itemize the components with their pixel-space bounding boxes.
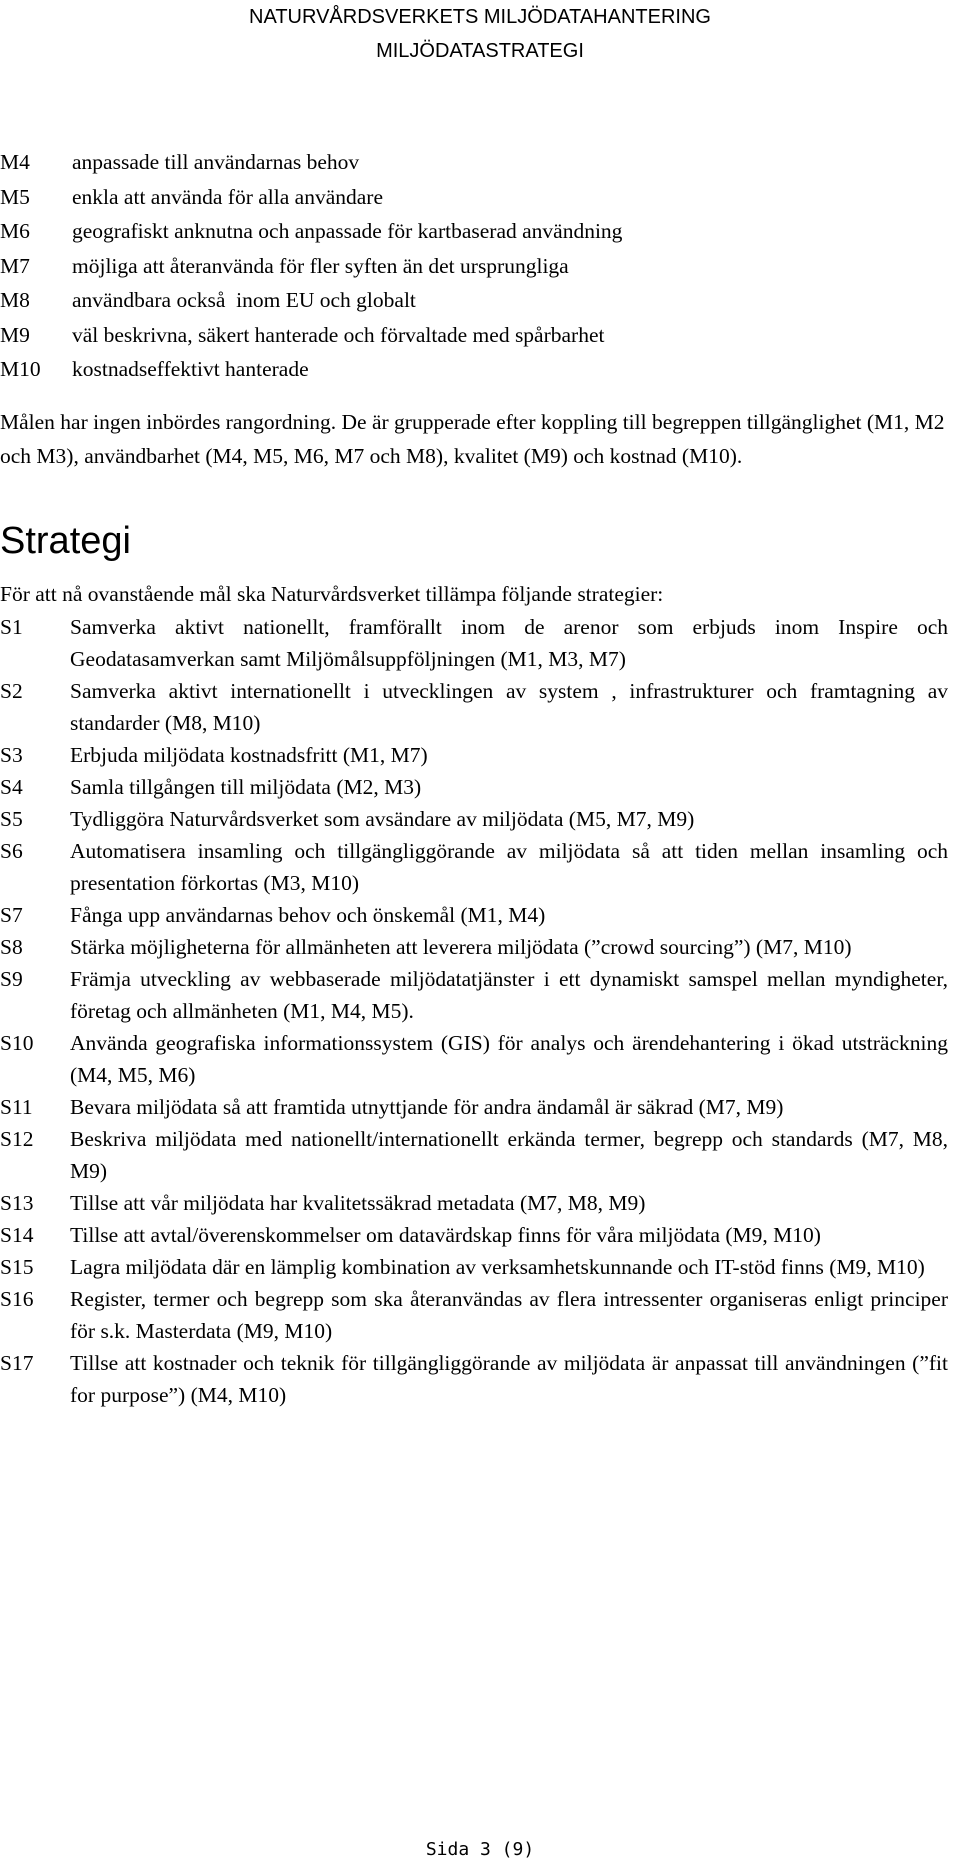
strategy-item [0,1091,948,1123]
goal-text: geografiskt anknutna och anpassade för kartbaserad användning [72,219,623,243]
strategy-item [0,803,948,835]
strategy-code: S1 [0,614,23,639]
goal-code: M10 [0,357,41,381]
goal-text: väl beskrivna, säkert hanterade och förvaltade med spårbarhet [72,322,605,347]
strategy-code: S2 [0,678,23,703]
goal-code: M4 [0,150,30,174]
goal-code: M6 [0,219,30,243]
strategy-list [0,611,948,1411]
goal-item [0,283,948,318]
strategy-text: Stärka möjligheterna för allmänheten att leverera miljödata (”crowd sourcing”) (M7, M10) [70,934,852,959]
strategy-text: Automatisera insamling och tillgängliggörande av miljödata så att tiden mellan insamling och presentation förkortas (M3, M10) [70,838,948,895]
strategy-code: S7 [0,902,23,927]
goal-item [0,145,948,180]
strategy-item [0,1219,948,1251]
strategy-item [0,1187,948,1219]
strategy-text: Samla tillgången till miljödata (M2, M3) [70,774,422,799]
document-body [0,145,948,1411]
strategy-code: S4 [0,774,23,799]
goal-code: M7 [0,253,30,278]
goal-code: M8 [0,288,30,312]
strategy-code: S14 [0,1222,34,1247]
strategy-text: Tillse att vår miljödata har kvalitetssäkrad metadata (M7, M8, M9) [70,1190,646,1215]
goal-text: möjliga att återanvända för fler syften än det ursprungliga [72,253,569,278]
strategy-item [0,739,948,771]
strategy-code: S11 [0,1094,33,1119]
strategy-text: Bevara miljödata så att framtida utnyttjande för andra ändamål är säkrad (M7, M9) [70,1094,784,1119]
page-header [0,0,960,68]
section-heading: Strategi [0,519,131,562]
goals-note: Målen har ingen inbördes rangordning. De är grupperade efter koppling till begreppen tillgänglighet (M1, M2 och M3), användbarhet (M4, M5, M6, M7 och M8), kvalitet (M9) och kostnad (M10). [0,409,945,468]
goal-text: anpassade till användarnas behov [72,150,360,174]
strategy-item [0,1283,948,1347]
strategy-item [0,611,948,675]
header-subtitle: MILJÖDATASTRATEGI [376,40,584,62]
goal-text: enkla att använda för alla användare [72,184,383,209]
strategy-code: S13 [0,1190,34,1215]
strategy-code: S12 [0,1126,34,1151]
strategy-text: Samverka aktivt nationellt, framförallt inom de arenor som erbjuds inom Inspire och Geodatasamverkan samt Miljömålsuppföljningen (M1, M3, M7) [70,614,948,671]
page-number: Sida 3 (9) [425,1839,535,1860]
strategy-text: Beskriva miljödata med nationellt/internationellt erkända termer, begrepp och standards (M7, M8, M9) [70,1126,948,1183]
strategy-text: Samverka aktivt internationellt i utvecklingen av system , infrastrukturer och framtagning av standarder (M8, M10) [70,678,948,735]
strategy-item [0,675,948,739]
header-title: NATURVÅRDSVERKETS MILJÖDATAHANTERING [249,6,711,28]
strategy-code: S17 [0,1350,34,1375]
strategy-text: Tydliggöra Naturvårdsverket som avsändare av miljödata (M5, M7, M9) [70,806,695,831]
strategy-code: S16 [0,1286,34,1311]
strategy-text: Erbjuda miljödata kostnadsfritt (M1, M7) [70,742,428,767]
goal-text: kostnadseffektivt hanterade [72,357,309,381]
strategy-text: Främja utveckling av webbaserade miljödatatjänster i ett dynamiskt samspel mellan myndigheter, företag och allmänheten (M1, M4, M5). [70,966,948,1023]
strategy-item [0,931,948,963]
goal-item [0,352,948,387]
strategy-code: S6 [0,838,23,863]
goal-code: M5 [0,184,30,209]
strategy-text: Tillse att avtal/överenskommelser om datavärdskap finns för våra miljödata (M9, M10) [70,1222,821,1247]
strategy-text: Register, termer och begrepp som ska återanvändas av flera intressenter organiseras enligt principer för s.k. Masterdata (M9, M10) [70,1286,948,1343]
goal-item [0,214,948,249]
strategy-item [0,1347,948,1411]
strategy-code: S8 [0,934,23,959]
goal-item [0,249,948,284]
strategy-item [0,1123,948,1187]
strategy-code: S9 [0,966,23,991]
goal-text: användbara också inom EU och globalt [72,288,416,312]
strategy-code: S15 [0,1254,34,1279]
strategy-intro: För att nå ovanstående mål ska Naturvårdsverket tillämpa följande strategier: [0,581,664,606]
strategy-text: Tillse att kostnader och teknik för tillgängliggörande av miljödata är anpassat till användningen (”fit for purpose”) (M4, M10) [70,1350,948,1407]
strategy-item [0,899,948,931]
strategy-text: Fånga upp användarnas behov och önskemål (M1, M4) [70,902,546,927]
strategy-item [0,835,948,899]
strategy-item [0,1027,948,1091]
goal-item [0,318,948,353]
strategy-code: S5 [0,806,23,831]
strategy-text: Använda geografiska informationssystem (GIS) för analys och ärendehantering i ökad utsträckning (M4, M5, M6) [70,1030,948,1087]
goals-list [0,145,948,387]
strategy-item [0,963,948,1027]
strategy-text: Lagra miljödata där en lämplig kombination av verksamhetskunnande och IT-stöd finns (M9, M10) [70,1254,925,1279]
strategy-code: S3 [0,742,23,767]
goal-item [0,180,948,215]
goal-code: M9 [0,322,30,347]
strategy-code: S10 [0,1030,34,1055]
strategy-item [0,771,948,803]
strategy-item [0,1251,948,1283]
